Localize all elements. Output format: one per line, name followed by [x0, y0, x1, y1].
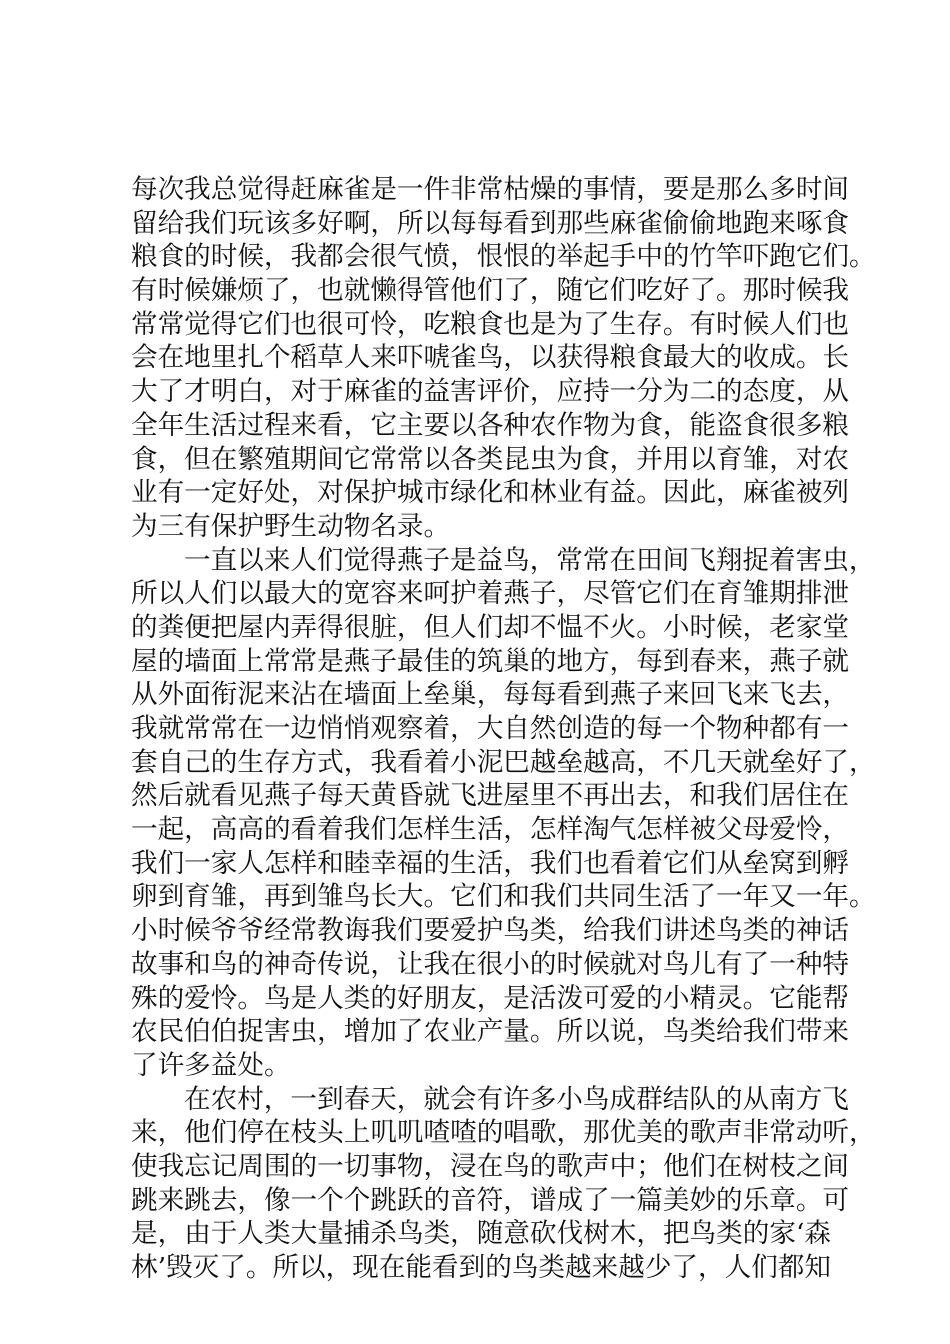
paragraph-sparrows [131, 173, 876, 544]
text-line: 全年生活过程来看，它主要以各种农作物为食，能盗食很多粮 [131, 409, 850, 441]
paragraph-spring-birds [131, 1083, 876, 1285]
text-line: 是，由于人类大量捕杀鸟类，随意砍伐树木，把鸟类的家‘森 [131, 1218, 831, 1250]
text-line: 我就常常在一边悄悄观察着，大自然创造的每一个物种都有一 [131, 713, 850, 744]
text-line: 在农村，一到春天，就会有许多小鸟成群结队的从南方飞 [184, 1083, 849, 1115]
text-line: 使我忘记周围的一切事物，浸在鸟的歌声中；他们在树枝之间 [131, 1150, 850, 1182]
text-line: 一直以来人们觉得燕子是益鸟，常常在田间飞翔捉着害虫， [184, 544, 876, 576]
text-line: 常常觉得它们也很可怜，吃粮食也是为了生存。有时候人们也 [131, 308, 850, 340]
text-line: 大了才明白，对于麻雀的益害评价，应持一分为二的态度，从 [131, 376, 850, 408]
text-line: 所以人们以最大的宽容来呵护着燕子，尽管它们在育雏期排泄 [131, 578, 850, 610]
text-line: 食，但在繁殖期间它常常以各类昆虫为食，并用以育雏，对农 [131, 443, 850, 475]
text-line: 的粪便把屋内弄得很脏，但人们却不愠不火。小时候，老家堂 [131, 611, 850, 643]
text-line: 我们一家人怎样和睦幸福的生活，我们也看着它们从垒窝到孵 [131, 847, 850, 879]
text-line: 了许多益处。 [131, 1049, 291, 1081]
text-line: 粮食的时候，我都会很气愤，恨恨的举起手中的竹竿吓跑它们。 [131, 241, 876, 273]
document-body [131, 173, 876, 1285]
text-line: 套自己的生存方式，我看着小泥巴越垒越高，不几天就垒好了， [131, 746, 876, 778]
text-line: 故事和鸟的神奇传说，让我在很小的时候就对鸟儿有了一种特 [131, 948, 850, 980]
text-line: 留给我们玩该多好啊，所以每每看到那些麻雀偷偷地跑来啄食 [131, 207, 850, 239]
text-line: 每次我总觉得赶麻雀是一件非常枯燥的事情，要是那么多时间 [131, 174, 850, 205]
text-line: 跳来跳去，像一个个跳跃的音符，谱成了一篇美妙的乐章。可 [131, 1184, 850, 1216]
text-line: 会在地里扎个稻草人来吓唬雀鸟，以获得粮食最大的收成。长 [131, 342, 850, 374]
text-line: 为三有保护野生动物名录。 [131, 510, 451, 542]
paragraph-swallows [131, 544, 876, 1083]
text-line: 来，他们停在枝头上叽叽喳喳的唱歌，那优美的歌声非常动听， [131, 1117, 876, 1149]
text-line: 农民伯伯捉害虫，增加了农业产量。所以说，鸟类给我们带来 [131, 1016, 850, 1048]
text-line: 有时候嫌烦了，也就懒得管他们了，随它们吃好了。那时候我 [131, 275, 850, 307]
text-line: 屋的墙面上常常是燕子最佳的筑巢的地方，每到春来，燕子就 [131, 645, 850, 677]
text-line: 然后就看见燕子每天黄昏就飞进屋里不再出去，和我们居住在 [131, 780, 850, 812]
text-line: 一起，高高的看着我们怎样生活，怎样淘气怎样被父母爱怜， [131, 814, 850, 846]
text-line: 殊的爱怜。鸟是人类的好朋友，是活泼可爱的小精灵。它能帮 [131, 982, 850, 1014]
text-line: 卵到育雏，再到雏鸟长大。它们和我们共同生活了一年又一年。 [131, 881, 876, 913]
text-line: 从外面衔泥来沾在墙面上垒巢，每每看到燕子来回飞来飞去， [131, 679, 850, 711]
text-line: 林’毁灭了。所以，现在能看到的鸟类越来越少了，人们都知 [131, 1252, 831, 1283]
text-line: 业有一定好处，对保护城市绿化和林业有益。因此，麻雀被列 [131, 477, 850, 509]
text-line: 小时候爷爷经常教诲我们要爱护鸟类，给我们讲述鸟类的神话 [131, 915, 850, 947]
